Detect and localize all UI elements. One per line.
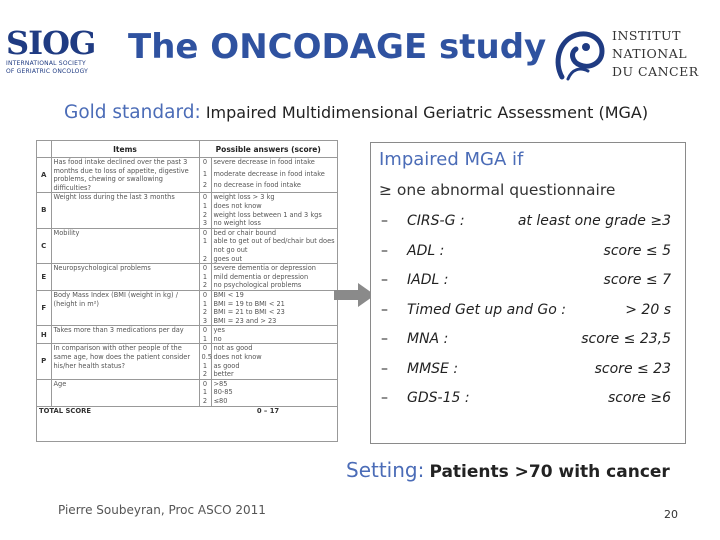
total-label: TOTAL SCORE — [37, 406, 199, 416]
citation: Pierre Soubeyran, Proc ASCO 2011 — [58, 503, 266, 517]
criteria-name: MNA : — [407, 331, 449, 347]
criteria-value: at least one grade ≥3 — [517, 213, 671, 229]
criteria-name: Timed Get up and Go : — [407, 301, 567, 318]
item-text: Weight loss during the last 3 months — [51, 193, 199, 228]
answer-text: ≤80 — [213, 397, 228, 406]
section-letter: F — [37, 290, 51, 325]
table-row — [37, 344, 337, 353]
answer-score: 2 — [199, 308, 211, 317]
criteria-dash: – — [381, 360, 388, 377]
answer-text: BMI = 23 and > 23 — [213, 316, 277, 325]
answer-text: able to get out of bed/chair but does not go out — [213, 237, 335, 254]
col-header-answers: Possible answers (score) — [199, 141, 337, 158]
answer-score: 0 — [199, 228, 211, 237]
item-text: Takes more than 3 medications per day — [51, 326, 199, 344]
item-text: In comparison with other people of the same age, how does the patient consider his/her health status? — [51, 344, 199, 379]
answer-text: severe dementia or depression — [211, 264, 337, 273]
siog-logo-text: SIOG — [6, 24, 96, 62]
answer-score: 2 — [199, 397, 211, 406]
answer-text: BMI < 19 — [211, 290, 337, 299]
answer-score: 1 — [199, 388, 211, 397]
criteria-value: score ≤ 23 — [594, 360, 671, 377]
answer-score: 2 — [199, 255, 211, 264]
criteria-value: score ≤ 23,5 — [581, 331, 671, 347]
answer-score: 3 — [199, 219, 211, 228]
answer-text: no — [213, 334, 222, 343]
answer-text: better — [213, 370, 234, 379]
criteria-item — [381, 302, 671, 322]
answer-text: no weight loss — [213, 219, 261, 228]
mga-score-table — [36, 140, 338, 442]
answer-score: 1 — [199, 273, 211, 282]
criteria-item — [381, 331, 671, 351]
answer-score: 0 — [199, 344, 211, 353]
criteria-dash: – — [381, 213, 388, 229]
answer-score: 2 — [199, 281, 211, 290]
answer-score: 2 — [199, 211, 211, 220]
inc-emblem-icon — [550, 23, 610, 87]
answer-text: BMI = 19 to BMI < 21 — [213, 299, 285, 308]
answer-score: 1 — [199, 170, 211, 181]
criteria-value: score ≤ 7 — [603, 272, 671, 288]
criteria-value: score ≤ 5 — [603, 242, 671, 259]
criteria-dash: – — [381, 242, 388, 259]
answer-score: 1 — [199, 335, 211, 344]
section-letter: B — [37, 193, 51, 228]
section-letter: E — [37, 264, 51, 291]
answer-text: moderate decrease in food intake — [213, 169, 325, 178]
section-letter — [37, 379, 51, 406]
section-letter: P — [37, 344, 51, 379]
answer-text: mild dementia or depression — [213, 272, 309, 281]
criteria-value: score ≥6 — [607, 390, 671, 406]
answer-score: 1 — [199, 362, 211, 371]
criteria-dash: – — [381, 331, 388, 347]
answer-score: 3 — [199, 317, 211, 326]
table-row — [37, 158, 337, 170]
setting-line — [346, 458, 670, 482]
mga-table-body — [37, 158, 337, 416]
mga-table — [37, 141, 337, 416]
criteria-item — [381, 390, 671, 410]
table-row — [37, 264, 337, 273]
answer-score: 2 — [199, 181, 211, 193]
item-text: Neuropsychological problems — [51, 264, 199, 291]
criteria-name: ADL : — [407, 242, 445, 259]
answer-text: does not know — [213, 353, 262, 362]
total-row — [37, 406, 337, 416]
table-row — [37, 326, 337, 335]
answer-score: 0 — [199, 158, 211, 170]
table-row — [37, 379, 337, 388]
inc-logo-line3: DU CANCER — [612, 64, 699, 79]
answer-text: yes — [211, 326, 337, 335]
subtitle-text: Impaired Multidimensional Geriatric Assessment (MGA) — [205, 103, 649, 122]
inc-logo-line2: NATIONAL — [612, 46, 688, 61]
item-text: Body Mass Index (BMI (weight in kg) / (height in m²) — [51, 290, 199, 325]
answer-text: 80-85 — [213, 388, 233, 397]
answer-score: 0 — [199, 264, 211, 273]
answer-score: 2 — [199, 370, 211, 379]
criteria-title: Impaired MGA if — [379, 149, 524, 170]
answer-text: does not know — [213, 201, 262, 210]
table-row — [37, 228, 337, 237]
answer-score: 0 — [199, 379, 211, 388]
answer-text: bed or chair bound — [211, 228, 337, 237]
answer-text: not as good — [211, 344, 337, 353]
item-text: Age — [51, 379, 199, 406]
answer-text: severe decrease in food intake — [211, 158, 337, 170]
answer-score: 1 — [199, 237, 211, 254]
subtitle-label: Gold standard: — [64, 102, 201, 123]
criteria-item — [381, 361, 671, 381]
setting-text: Patients >70 with cancer — [429, 462, 670, 482]
inc-logo — [548, 22, 699, 88]
criteria-value: > 20 s — [625, 301, 671, 318]
criteria-name: IADL : — [407, 272, 449, 288]
answer-score: 1 — [199, 202, 211, 211]
answer-text: weight loss > 3 kg — [211, 193, 337, 202]
criteria-dash: – — [381, 272, 388, 288]
answer-text: no psychological problems — [213, 281, 302, 290]
criteria-name: CIRS-G : — [407, 213, 465, 229]
col-header-items: Items — [51, 141, 199, 158]
table-row — [37, 193, 337, 202]
criteria-item — [381, 272, 671, 292]
answer-text: goes out — [213, 254, 243, 263]
answer-score: 0 — [199, 326, 211, 335]
item-text: Mobility — [51, 228, 199, 263]
impaired-mga-criteria-box — [370, 142, 686, 444]
siog-logo — [6, 24, 106, 80]
answer-text: BMI = 21 to BMI < 23 — [213, 308, 285, 317]
inc-logo-line1: INSTITUT — [612, 28, 681, 43]
criteria-item — [381, 243, 671, 263]
item-text: Has food intake declined over the past 3 months due to loss of appetite, digestive problems, chewing or swallowing difficulties? — [51, 158, 199, 193]
section-letter: C — [37, 228, 51, 263]
page-number: 20 — [664, 508, 678, 521]
criteria-name: GDS-15 : — [407, 390, 470, 406]
answer-text: weight loss between 1 and 3 kgs — [213, 210, 322, 219]
criteria-dash: – — [381, 390, 388, 406]
criteria-name: MMSE : — [407, 360, 459, 377]
table-row — [37, 290, 337, 299]
section-letter: A — [37, 158, 51, 193]
answer-text: as good — [213, 361, 240, 370]
subtitle — [64, 102, 648, 123]
answer-text: no decrease in food intake — [213, 180, 301, 189]
total-value: 0 – 17 — [199, 406, 337, 416]
criteria-dash: – — [381, 301, 388, 318]
siog-logo-line1: INTERNATIONAL SOCIETY — [6, 60, 86, 67]
answer-score: 0 — [199, 290, 211, 299]
siog-logo-line2: OF GERIATRIC ONCOLOGY — [6, 68, 88, 75]
answer-score: 0.5 — [199, 353, 211, 362]
section-letter: H — [37, 326, 51, 344]
answer-score: 1 — [199, 300, 211, 309]
answer-text: >85 — [211, 379, 337, 388]
slide-title: The ONCODAGE study — [128, 27, 547, 67]
setting-label: Setting: — [346, 458, 425, 482]
answer-score: 0 — [199, 193, 211, 202]
criteria-item — [381, 213, 671, 233]
criteria-subtitle: ≥ one abnormal questionnaire — [379, 181, 616, 199]
